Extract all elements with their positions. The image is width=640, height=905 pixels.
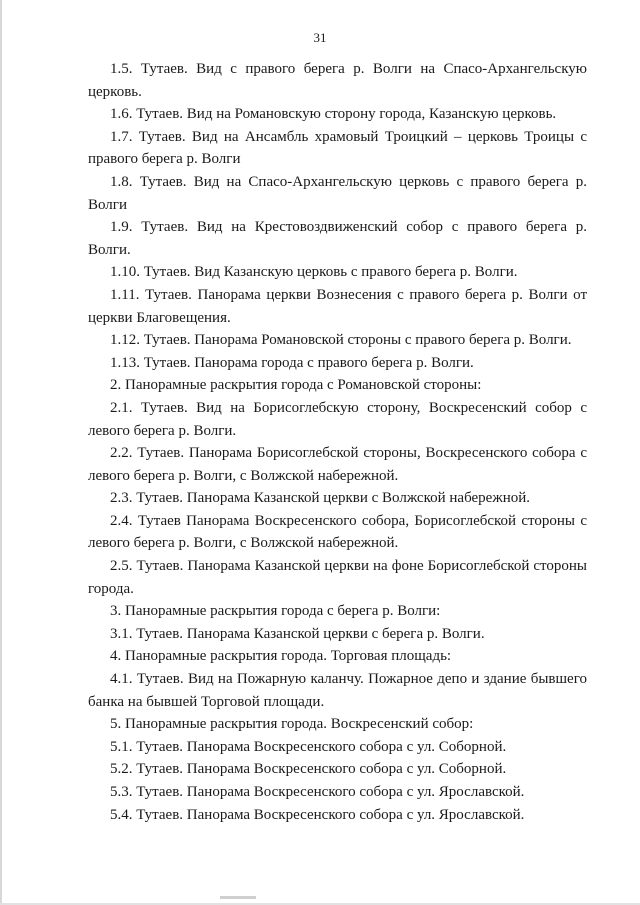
- list-item: 5.2. Тутаев. Панорама Воскресенского собора с ул. Соборной.: [110, 761, 507, 778]
- list-item: 1.8. Тутаев. Вид на Спасо-Архангельскую церковь с правого берега р. Волги: [88, 173, 587, 213]
- list-item: 1.10. Тутаев. Вид Казанскую церковь с правого берега р. Волги.: [110, 264, 518, 281]
- list-item: 2.4. Тутаев Панорама Воскресенского собора, Борисоглебской стороны с левого берега р. Волги, с Волжской набережной.: [88, 512, 587, 552]
- list-item: 5.1. Тутаев. Панорама Воскресенского собора с ул. Соборной.: [110, 738, 507, 755]
- list-item: 1.12. Тутаев. Панорама Романовской стороны с правого берега р. Волги.: [110, 332, 572, 349]
- list-item: 2.2. Тутаев. Панорама Борисоглебской стороны, Воскресенского собора с левого берега р. Волги, с Волжской набережной.: [88, 445, 587, 484]
- page-number: 31: [313, 30, 327, 45]
- section-heading: 4. Панорамные раскрытия города. Торговая площадь:: [110, 648, 452, 665]
- list-item: 3.1. Тутаев. Панорама Казанской церкви с берега р. Волги.: [110, 625, 485, 642]
- list-item: 1.7. Тутаев. Вид на Ансамбль храмовый Троицкий – церковь Троицы с правого берега р. Волги: [88, 128, 587, 168]
- scan-artifact: [220, 896, 256, 899]
- document-body: [88, 58, 587, 826]
- list-item: 1.9. Тутаев. Вид на Крестовоздвиженский собор с правого берега р. Волги.: [88, 219, 587, 258]
- list-item: 2.3. Тутаев. Панорама Казанской церкви с Волжской набережной.: [110, 490, 530, 507]
- list-item: 5.4. Тутаев. Панорама Воскресенского собора с ул. Ярославской.: [110, 806, 525, 823]
- list-item: 1.6. Тутаев. Вид на Романовскую сторону города, Казанскую церковь.: [110, 106, 557, 123]
- list-item: 1.13. Тутаев. Панорама города с правого берега р. Волги.: [110, 354, 474, 371]
- list-item: 2.5. Тутаев. Панорама Казанской церкви на фоне Борисоглебской стороны города.: [88, 558, 587, 597]
- list-item: 1.5. Тутаев. Вид с правого берега р. Волги на Спасо-Архангельскую церковь.: [88, 61, 587, 100]
- section-heading: 2. Панорамные раскрытия города с Романовской стороны:: [110, 377, 482, 394]
- list-item: 2.1. Тутаев. Вид на Борисоглебскую сторону, Воскресенский собор с левого берега р. Волги.: [88, 399, 587, 439]
- list-item: 4.1. Тутаев. Вид на Пожарную каланчу. Пожарное депо и здание бывшего банка на бывшей Торговой площади.: [88, 671, 587, 710]
- list-item: 1.11. Тутаев. Панорама церкви Вознесения с правого берега р. Волги от церкви Благовещения.: [88, 286, 587, 326]
- section-heading: 3. Панорамные раскрытия города с берега р. Волги:: [110, 603, 441, 620]
- section-heading: 5. Панорамные раскрытия города. Воскресенский собор:: [110, 716, 474, 733]
- scan-edge-left: [0, 0, 2, 905]
- list-item: 5.3. Тутаев. Панорама Воскресенского собора с ул. Ярославской.: [110, 784, 525, 800]
